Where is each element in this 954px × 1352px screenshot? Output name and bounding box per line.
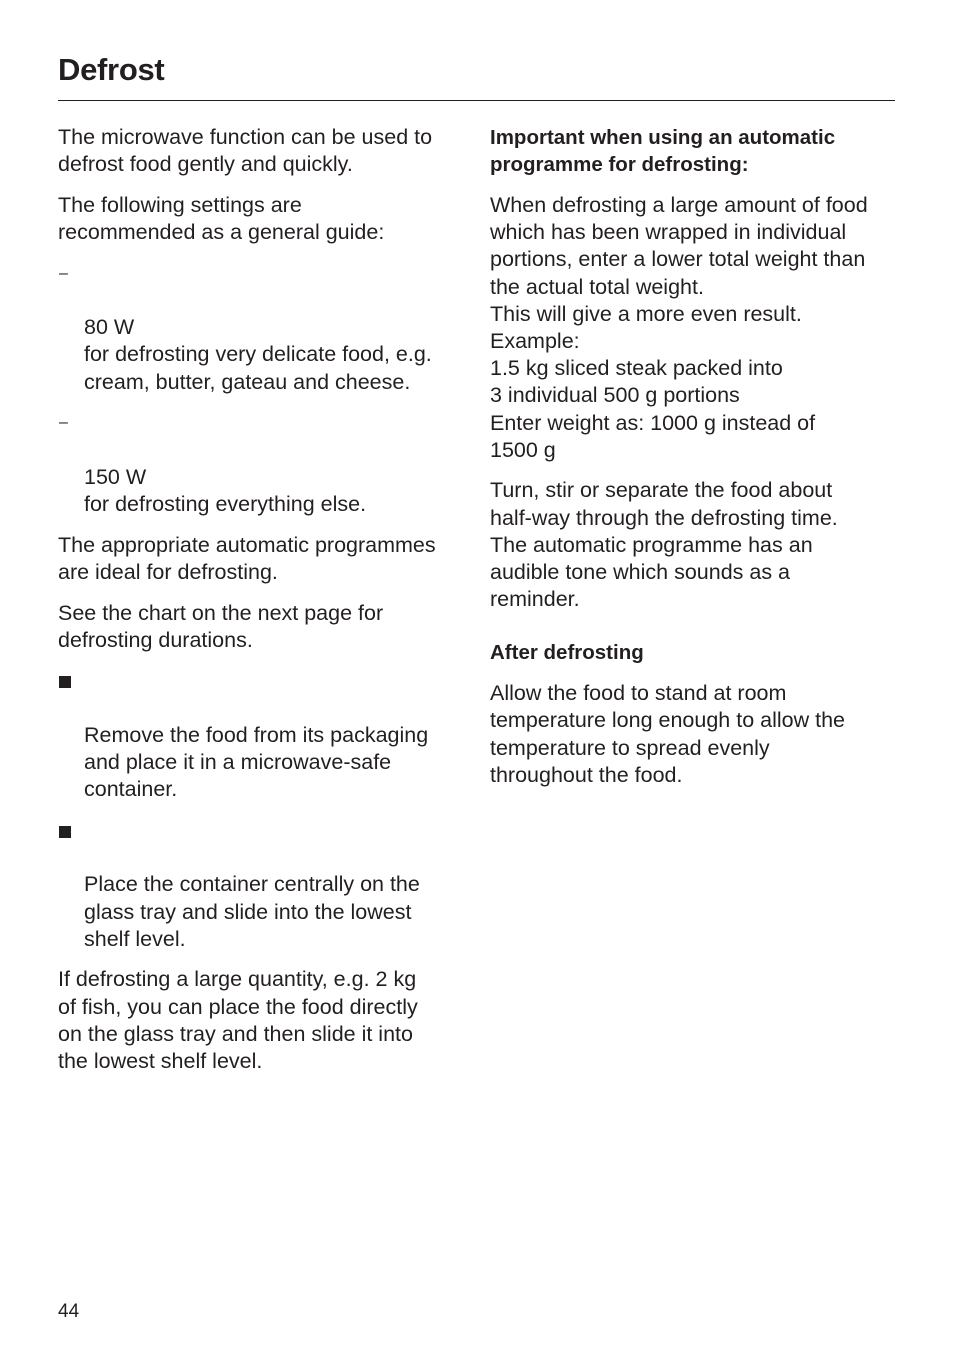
dash-marker: –: [59, 264, 68, 282]
important-paragraph: When defrosting a large amount of food which has been wrapped in individual portions, enter a lower total weight than the actual total weight. This will give a more even result. Example: 1.5 kg sliced steak packed into 3 individual 500 g portions Enter weight as: 1000 g instead of 1500 g: [490, 192, 868, 462]
intro-paragraph: The microwave function can be used to defrost food gently and quickly.: [58, 125, 433, 177]
turn-stir-paragraph: Turn, stir or separate the food about half-way through the defrosting time. The automatic programme has an audible tone which sounds as a reminder.: [490, 478, 838, 612]
step-item-place-container: [58, 817, 468, 953]
after-defrosting-heading: After defrosting: [490, 641, 644, 665]
left-column: [58, 124, 468, 1089]
auto-programmes-paragraph: The appropriate automatic programmes are ideal for defrosting.: [58, 532, 436, 584]
setting-text: 80 W for defrosting very delicate food, e.g. cream, butter, gateau and cheese.: [84, 315, 432, 394]
step-item-remove-packaging: [58, 667, 468, 803]
large-quantity-paragraph: If defrosting a large quantity, e.g. 2 kg of fish, you can place the food directly on the glass tray and then slide it into the lowest shelf level.: [58, 967, 418, 1074]
page-title: Defrost: [58, 52, 165, 87]
setting-item-150w: [58, 409, 468, 518]
setting-text: 150 W for defrosting everything else.: [84, 464, 367, 516]
step-text: Place the container centrally on the glass tray and slide into the lowest shelf level.: [84, 872, 420, 951]
page-number: 44: [58, 1301, 80, 1322]
dash-marker: –: [59, 414, 68, 432]
chart-reference-paragraph: See the chart on the next page for defrosting durations.: [58, 600, 384, 652]
after-defrosting-paragraph: Allow the food to stand at room temperature long enough to allow the temperature to spread evenly throughout the food.: [490, 681, 845, 787]
setting-item-80w: [58, 260, 468, 396]
square-bullet-icon: [59, 826, 71, 838]
step-text: Remove the food from its packaging and place it in a microwave-safe container.: [84, 722, 429, 802]
title-divider: [58, 100, 895, 101]
right-column: [490, 124, 902, 802]
important-heading: Important when using an automatic programme for defrosting:: [490, 126, 836, 177]
settings-intro-paragraph: The following settings are recommended as a general guide:: [58, 192, 385, 245]
square-bullet-icon: [59, 676, 71, 688]
